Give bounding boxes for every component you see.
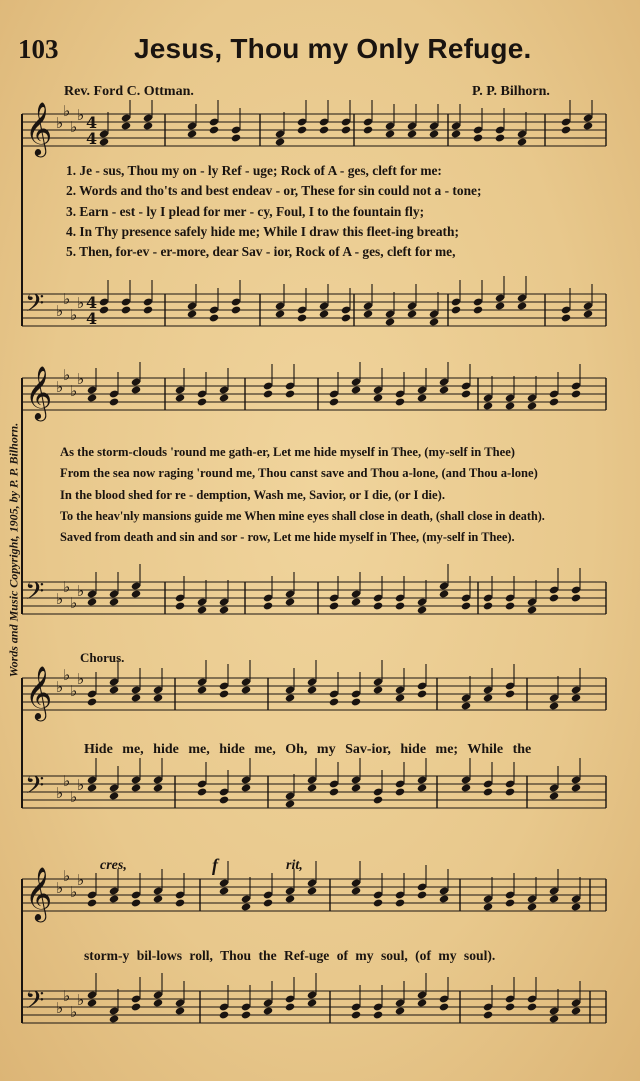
note-head	[275, 309, 285, 318]
note-head	[307, 886, 317, 895]
note-head	[495, 133, 505, 142]
note-head	[571, 783, 581, 792]
note-head	[285, 799, 295, 808]
note-head	[307, 685, 317, 694]
flat-icon: ♭	[70, 382, 78, 400]
note-head	[571, 389, 581, 398]
chorus-label: Chorus.	[80, 650, 125, 665]
note-head	[395, 1006, 405, 1015]
note-head	[373, 898, 383, 907]
verse-2-line-2: From the sea now raging 'round me, Thou canst save and Thou a-lone, (and Thou a-lone)	[60, 466, 538, 480]
note-head	[275, 137, 285, 146]
bass-clef-icon: 𝄢	[25, 577, 45, 612]
note-head	[517, 137, 527, 146]
music-credit: P. P. Bilhorn.	[472, 84, 550, 99]
treble-staff	[22, 100, 606, 157]
flat-icon: ♭	[77, 871, 85, 889]
note-head	[549, 701, 559, 710]
flat-icon: ♭	[56, 678, 64, 696]
flat-icon: ♭	[77, 582, 85, 600]
note-head	[527, 902, 537, 911]
note-head	[241, 1010, 251, 1019]
note-head	[307, 783, 317, 792]
flat-icon: ♭	[63, 366, 71, 384]
note-head	[451, 129, 461, 138]
note-head	[263, 389, 273, 398]
note-head	[517, 301, 527, 310]
bass-staff	[22, 564, 606, 615]
note-head	[351, 385, 361, 394]
note-head	[473, 133, 483, 142]
verse-2-line-1: 2. Words and tho'ts and best endeav - or, These for sin could not a - tone;	[66, 183, 482, 198]
chorus-line-2: storm-y bil-lows roll, Thou the Ref-uge of my soul, (of my soul).	[84, 948, 496, 963]
note-head	[329, 787, 339, 796]
note-head	[285, 597, 295, 606]
note-head	[99, 305, 109, 314]
dynamic-forte: f	[212, 855, 218, 875]
note-head	[373, 393, 383, 402]
note-head	[209, 313, 219, 322]
note-head	[231, 133, 241, 142]
note-head	[341, 313, 351, 322]
note-head	[363, 309, 373, 318]
note-head	[571, 693, 581, 702]
note-head	[385, 129, 395, 138]
note-head	[395, 693, 405, 702]
note-head	[505, 787, 515, 796]
note-head	[417, 689, 427, 698]
note-head	[109, 597, 119, 606]
flat-icon: ♭	[56, 378, 64, 396]
flat-icon: ♭	[77, 106, 85, 124]
note-head	[505, 601, 515, 610]
treble-clef-icon: 𝄞	[25, 365, 53, 419]
flat-icon: ♭	[63, 578, 71, 596]
note-head	[395, 787, 405, 796]
words-credit: Rev. Ford C. Ottman.	[64, 84, 194, 99]
note-head	[197, 787, 207, 796]
note-head	[131, 783, 141, 792]
note-head	[561, 125, 571, 134]
note-head	[505, 898, 515, 907]
note-head	[241, 685, 251, 694]
flat-icon: ♭	[56, 879, 64, 897]
note-head	[439, 1002, 449, 1011]
verse-1-line-2: As the storm-clouds 'round me gath-er, Let me hide myself in Thee, (my-self in Thee)	[60, 445, 515, 459]
flat-icon: ♭	[56, 114, 64, 132]
verse-5-line-1: 5. Then, for-ev - er-more, dear Sav - ior, Rock of A - ges, cleft for me,	[66, 244, 456, 259]
note-head	[395, 397, 405, 406]
flat-icon: ♭	[77, 294, 85, 312]
note-head	[461, 783, 471, 792]
flat-icon: ♭	[77, 776, 85, 794]
note-head	[187, 309, 197, 318]
note-head	[153, 783, 163, 792]
flat-icon: ♭	[63, 987, 71, 1005]
note-head	[417, 890, 427, 899]
flat-icon: ♭	[63, 666, 71, 684]
bass-staff	[22, 276, 606, 328]
note-head	[483, 1010, 493, 1019]
copyright-note: Words and Music Copyright, 1905, by P. P. Bilhorn.	[6, 422, 21, 678]
note-head	[109, 894, 119, 903]
note-head	[219, 605, 229, 614]
note-head	[429, 129, 439, 138]
note-head	[395, 898, 405, 907]
flat-icon: ♭	[70, 1003, 78, 1021]
note-head	[87, 898, 97, 907]
flat-icon: ♭	[63, 290, 71, 308]
note-head	[109, 685, 119, 694]
note-head	[285, 894, 295, 903]
verse-5-line-2: Saved from death and sin and sor - row, Let me hide myself in Thee, (my-self in Thee).	[60, 530, 515, 544]
note-head	[473, 305, 483, 314]
verse-4-line-1: 4. In Thy presence safely hide me; While I draw this fleet-ing breath;	[66, 224, 459, 239]
note-head	[407, 129, 417, 138]
note-head	[109, 791, 119, 800]
staff-system-1	[0, 100, 640, 340]
note-head	[187, 129, 197, 138]
note-head	[461, 389, 471, 398]
note-head	[197, 685, 207, 694]
verse-3-line-1: 3. Earn - est - ly I plead for mer - cy, Foul, I to the fountain fly;	[66, 204, 425, 219]
note-head	[549, 593, 559, 602]
note-head	[373, 685, 383, 694]
note-head	[231, 305, 241, 314]
time-signature: 4	[86, 113, 98, 132]
note-head	[197, 397, 207, 406]
note-head	[549, 894, 559, 903]
note-head	[483, 601, 493, 610]
verse-1-line-1: 1. Je - sus, Thou my on - ly Ref - uge; Rock of A - ges, cleft for me:	[66, 163, 442, 178]
note-head	[495, 301, 505, 310]
note-head	[87, 597, 97, 606]
note-head	[373, 795, 383, 804]
flat-icon: ♭	[77, 991, 85, 1009]
note-head	[351, 783, 361, 792]
note-head	[219, 795, 229, 804]
time-signature: 4	[86, 293, 98, 312]
time-signature: 4	[86, 129, 98, 148]
note-head	[87, 998, 97, 1007]
note-head	[571, 902, 581, 911]
note-head	[121, 121, 131, 130]
treble-staff	[22, 660, 606, 721]
note-head	[175, 601, 185, 610]
flat-icon: ♭	[56, 784, 64, 802]
note-head	[407, 309, 417, 318]
note-head	[351, 886, 361, 895]
dynamic-rit: rit,	[286, 858, 303, 873]
note-head	[417, 783, 427, 792]
dynamic-cres: cres,	[100, 858, 127, 873]
note-head	[109, 397, 119, 406]
note-head	[121, 305, 131, 314]
note-head	[583, 121, 593, 130]
note-head	[385, 317, 395, 326]
treble-clef-icon: 𝄞	[25, 101, 53, 155]
note-head	[417, 393, 427, 402]
treble-staff	[22, 362, 606, 421]
note-head	[109, 1014, 119, 1023]
hymn-title: Jesus, Thou my Only Refuge.	[134, 33, 532, 64]
note-head	[219, 1010, 229, 1019]
note-head	[99, 137, 109, 146]
note-head	[527, 401, 537, 410]
note-head	[505, 401, 515, 410]
note-head	[153, 998, 163, 1007]
note-head	[483, 693, 493, 702]
note-head	[153, 894, 163, 903]
note-head	[209, 125, 219, 134]
note-head	[417, 605, 427, 614]
bass-clef-icon: 𝄢	[25, 289, 45, 324]
note-head	[131, 898, 141, 907]
note-head	[175, 1006, 185, 1015]
flat-icon: ♭	[70, 118, 78, 136]
note-head	[285, 1002, 295, 1011]
verse-3-line-2: In the blood shed for re - demption, Wash me, Savior, or I die, (or I die).	[60, 488, 445, 502]
note-head	[263, 601, 273, 610]
note-head	[571, 1006, 581, 1015]
note-head	[87, 393, 97, 402]
note-head	[351, 697, 361, 706]
verse-4-line-2: To the heav'nly mansions guide me When mine eyes shall close in death, (shall close in death).	[60, 509, 545, 523]
note-head	[439, 589, 449, 598]
flat-icon: ♭	[56, 999, 64, 1017]
note-head	[571, 593, 581, 602]
note-head	[549, 791, 559, 800]
note-head	[527, 1002, 537, 1011]
note-head	[285, 693, 295, 702]
note-head	[153, 693, 163, 702]
note-head	[319, 125, 329, 134]
note-head	[263, 1006, 273, 1015]
note-head	[131, 385, 141, 394]
flat-icon: ♭	[77, 370, 85, 388]
flat-icon: ♭	[63, 867, 71, 885]
treble-clef-icon: 𝄞	[25, 665, 53, 719]
note-head	[241, 783, 251, 792]
note-head	[87, 697, 97, 706]
note-head	[505, 1002, 515, 1011]
flat-icon: ♭	[70, 594, 78, 612]
note-head	[285, 389, 295, 398]
note-head	[329, 601, 339, 610]
note-head	[451, 305, 461, 314]
note-head	[395, 601, 405, 610]
note-head	[297, 125, 307, 134]
flat-icon: ♭	[70, 682, 78, 700]
flat-icon: ♭	[63, 772, 71, 790]
note-head	[363, 125, 373, 134]
flat-icon: ♭	[70, 306, 78, 324]
time-signature: 4	[86, 309, 98, 328]
note-head	[329, 697, 339, 706]
note-head	[373, 1010, 383, 1019]
note-head	[307, 998, 317, 1007]
note-head	[131, 693, 141, 702]
treble-clef-icon: 𝄞	[25, 866, 53, 920]
note-head	[263, 898, 273, 907]
hymn-number: 103	[18, 34, 59, 64]
note-head	[219, 393, 229, 402]
note-head	[549, 397, 559, 406]
flat-icon: ♭	[70, 883, 78, 901]
note-head	[483, 902, 493, 911]
note-head	[483, 401, 493, 410]
note-head	[549, 1014, 559, 1023]
bass-staff	[22, 973, 606, 1024]
note-head	[341, 125, 351, 134]
note-head	[439, 385, 449, 394]
note-head	[583, 309, 593, 318]
note-head	[219, 689, 229, 698]
flat-icon: ♭	[56, 302, 64, 320]
note-head	[87, 783, 97, 792]
flat-icon: ♭	[56, 590, 64, 608]
note-head	[131, 1002, 141, 1011]
note-head	[241, 902, 251, 911]
flat-icon: ♭	[70, 788, 78, 806]
note-head	[417, 998, 427, 1007]
note-head	[329, 397, 339, 406]
note-head	[131, 589, 141, 598]
note-head	[319, 309, 329, 318]
note-head	[561, 313, 571, 322]
note-head	[429, 317, 439, 326]
note-head	[483, 787, 493, 796]
note-head	[461, 601, 471, 610]
note-head	[143, 305, 153, 314]
note-head	[527, 605, 537, 614]
note-head	[219, 886, 229, 895]
note-head	[505, 689, 515, 698]
note-head	[175, 393, 185, 402]
note-head	[351, 597, 361, 606]
note-head	[175, 898, 185, 907]
note-head	[351, 1010, 361, 1019]
bass-clef-icon: 𝄢	[25, 771, 45, 806]
note-head	[143, 121, 153, 130]
note-head	[373, 601, 383, 610]
chorus-line-1: Hide me, hide me, hide me, Oh, my Sav-ior, hide me; While the	[84, 742, 532, 757]
bass-clef-icon: 𝄢	[25, 986, 45, 1021]
bass-staff	[22, 758, 606, 809]
note-head	[297, 313, 307, 322]
note-head	[461, 701, 471, 710]
note-head	[439, 894, 449, 903]
note-head	[197, 605, 207, 614]
flat-icon: ♭	[63, 102, 71, 120]
flat-icon: ♭	[77, 670, 85, 688]
